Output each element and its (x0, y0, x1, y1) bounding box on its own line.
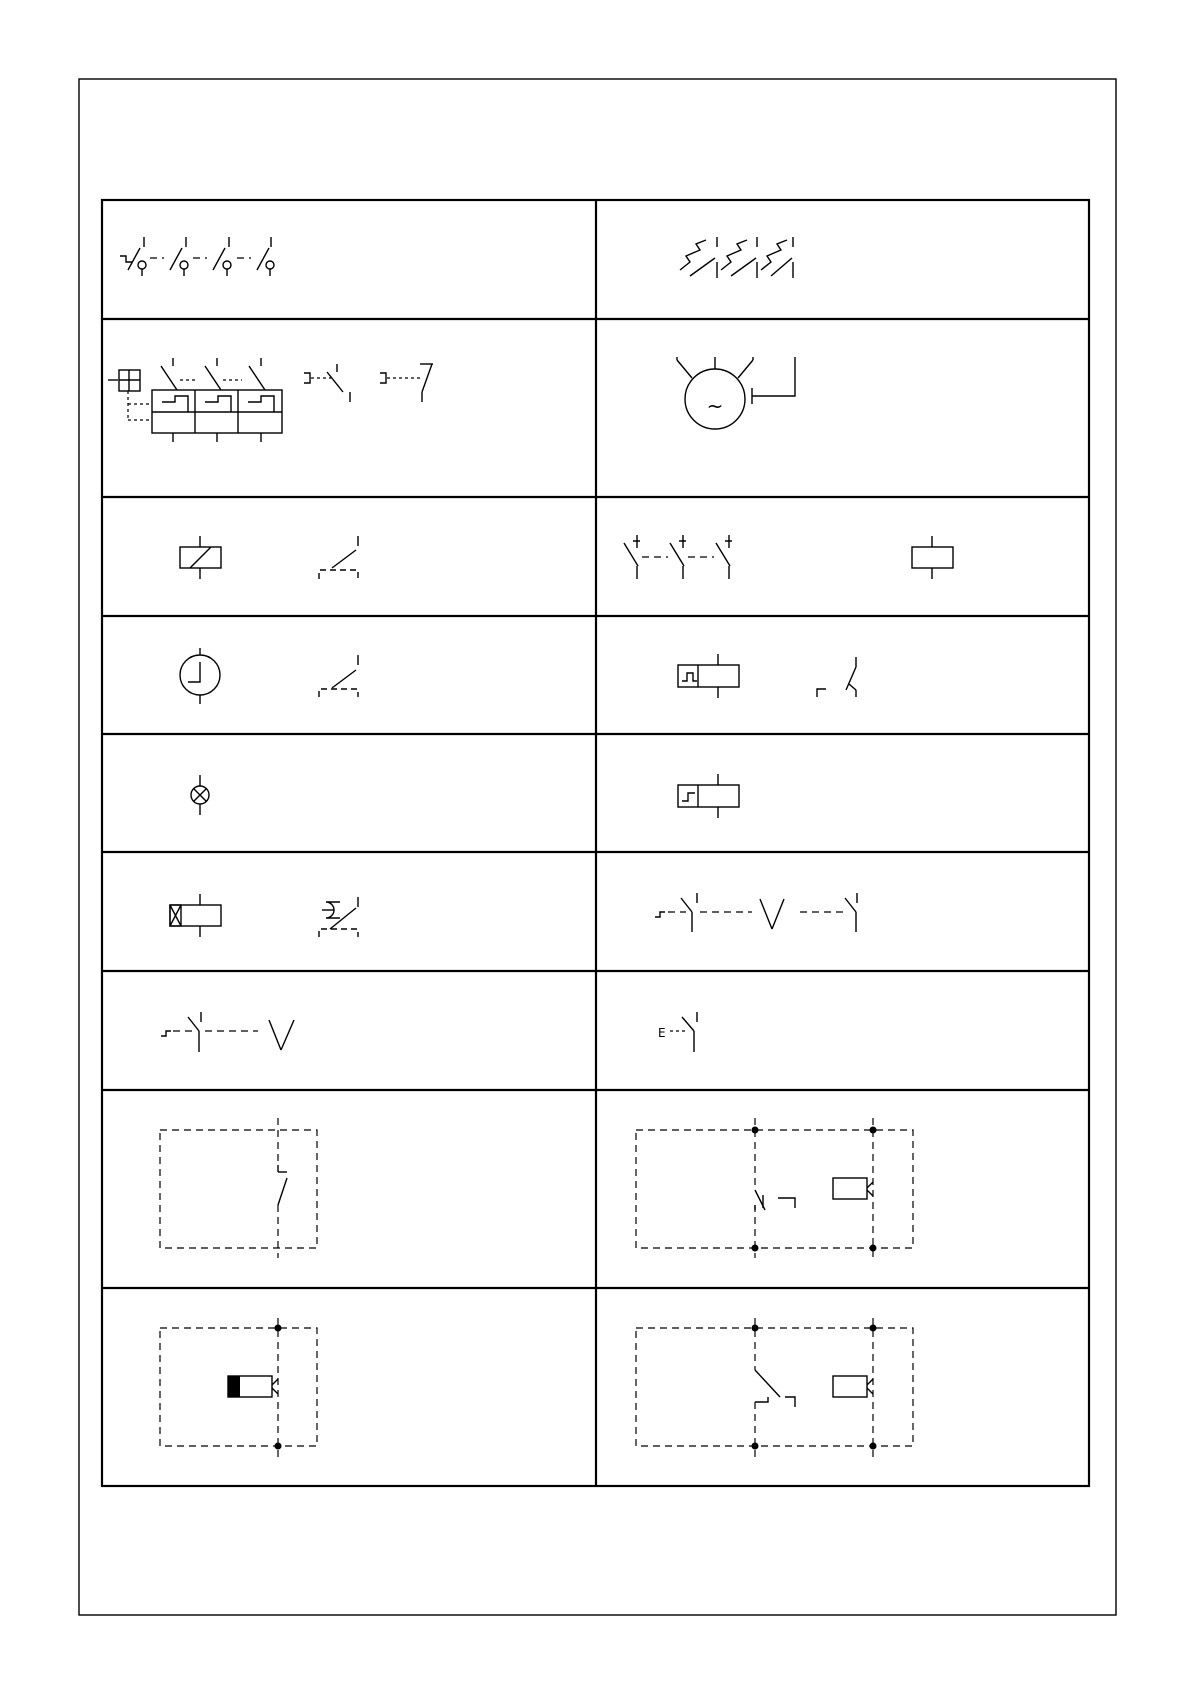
module-changeover-coil-symbol (636, 1318, 913, 1458)
motor-protection-switch-symbol (108, 358, 433, 442)
ac-motor-symbol (677, 357, 795, 429)
indicator-lamp-symbol (191, 775, 209, 815)
circuit-breaker-symbol (120, 237, 274, 276)
step-switch-float-symbol (161, 1012, 294, 1052)
motor-ac-label: ~ (706, 394, 724, 418)
module-contact-coil-symbol (636, 1118, 913, 1258)
module-latching-coil-symbol (160, 1318, 317, 1458)
level-switch-symbol (655, 893, 857, 932)
thermal-coil-symbol (170, 894, 358, 937)
module-no-contact-symbol (160, 1118, 317, 1258)
emergency-stop-symbol (658, 1012, 697, 1052)
symbol-table-grid (102, 200, 1089, 1486)
step-relay-coil-symbol (678, 774, 739, 818)
relay-coil-delayed-contact-symbol (180, 536, 358, 579)
emergency-label: E (658, 1026, 666, 1040)
timer-symbol (180, 648, 358, 704)
contactor-symbol (624, 535, 953, 579)
pulse-relay-symbol (678, 654, 856, 698)
thermal-overload-symbol (680, 237, 793, 278)
